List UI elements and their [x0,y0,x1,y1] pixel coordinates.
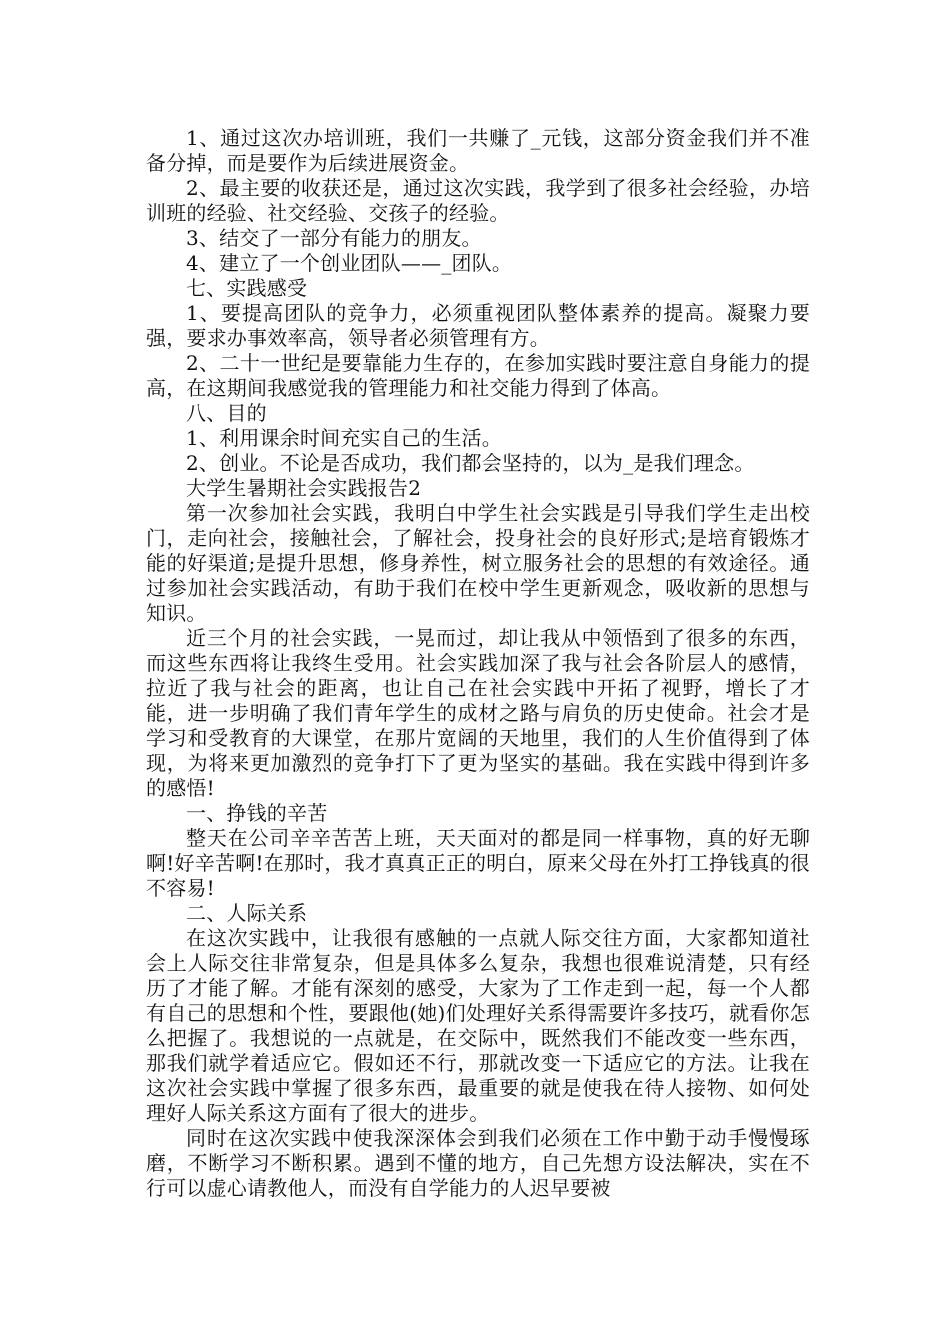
paragraph-ability: 2、二十一世纪是要靠能力生存的，在参加实践时要注意自身能力的提高，在这期间我感觉我的管理能力和社交能力得到了体高。 [146,351,810,400]
paragraph-friends: 3、结交了一部分有能力的朋友。 [186,226,482,250]
section-heading-practice-feelings: 七、实践感受 [186,276,308,300]
paragraph-main-gain: 2、最主要的收获还是，通过这次实践，我学到了很多社会经验，办培训班的经验、社交经验、交孩子的经验。 [146,176,810,225]
paragraph-three-months: 近三个月的社会实践，一晃而过，却让我从中领悟到了很多的东西，而这些东西将让我终生受用。社会实践加深了我与社会各阶层人的感情，拉近了我与社会的距离，也让自己在社会实践中开拓了视野，增长了才能，进一步明确了我们青年学生的成材之路与肩负的历史使命。社会才是学习和受教育的大课堂，在那片宽阔的天地里，我们的人生价值得到了体现，为将来更加激烈的竞争打下了更为坚实的基础。我在实践中得到许多的感悟! [146,626,810,800]
section-heading-hard-earning: 一、挣钱的辛苦 [186,801,328,825]
paragraph-relationships: 在这次实践中，让我很有感触的一点就人际交往方面，大家都知道社会上人际交往非常复杂，但是具体多么复杂，我想也很难说清楚，只有经历了才能了解。才能有深刻的感受，大家为了工作走到一起，每一个人都有自己的思想和个性，要跟他(她)们处理好关系得需要许多技巧，就看你怎么把握了。我想说的一点就是，在交际中，既然我们不能改变一些东西，那我们就学着适应它。假如还不行，那就改变一下适应它的方法。让我在这次社会实践中掌握了很多东西，最重要的就是使我在待人接物、如何处理好人际关系这方面有了很大的进步。 [146,926,810,1125]
paragraph-first-practice: 第一次参加社会实践，我明白中学生社会实践是引导我们学生走出校门，走向社会，接触社会，了解社会，投身社会的良好形式;是培育锻炼才能的好渠道;是提升思想，修身养性，树立服务社会的思想的有效途径。通过参加社会实践活动，有助于我们在校中学生更新观念，吸收新的思想与知识。 [146,501,810,625]
paragraph-hard-work: 整天在公司辛辛苦苦上班，天天面对的都是同一样事物，真的好无聊啊!好辛苦啊!在那时，我才真真正正的明白，原来父母在外打工挣钱真的很不容易! [146,826,810,900]
paragraph-team-competitiveness: 1、要提高团队的竞争力，必须重视团队整体素养的提高。凝聚力要强，要求办事效率高，领导者必须管理有方。 [146,301,810,350]
paragraph-earnings: 1、通过这次办培训班，我们一共赚了_元钱，这部分资金我们并不准备分掉，而是要作为后续进展资金。 [146,126,810,175]
report-title: 大学生暑期社会实践报告2 [186,476,422,500]
paragraph-team: 4、建立了一个创业团队——_团队。 [186,251,513,275]
paragraph-spare-time: 1、利用课余时间充实自己的生活。 [186,426,502,450]
document-body [146,126,810,1201]
paragraph-entrepreneurship: 2、创业。不论是否成功，我们都会坚持的，以为_是我们理念。 [186,451,755,475]
section-heading-purpose: 八、目的 [186,401,267,425]
paragraph-learning: 同时在这次实践中使我深深体会到我们必须在工作中勤于动手慢慢琢磨，不断学习不断积累。遇到不懂的地方，自己先想方设法解决，实在不行可以虚心请教他人，而没有自学能力的人迟早要被 [146,1126,810,1200]
section-heading-relationships: 二、人际关系 [186,901,308,925]
